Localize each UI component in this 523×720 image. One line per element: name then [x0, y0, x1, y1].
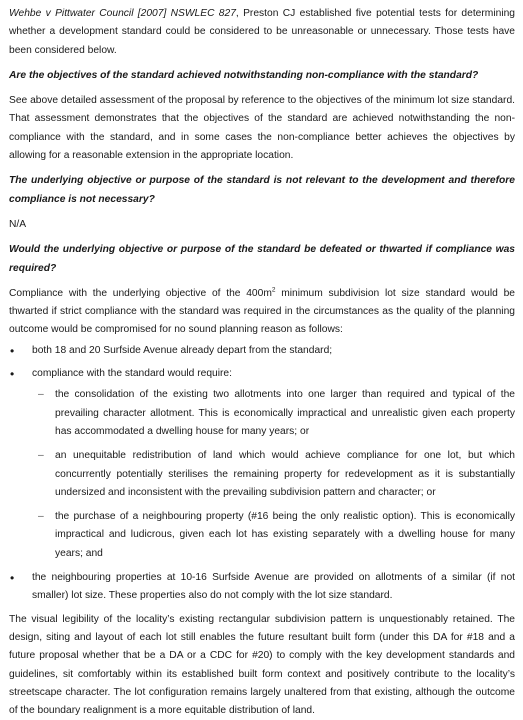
answer-3-paragraph: Compliance with the underlying objective of the $400m^2$ minimum subdivision lot size standard would be thwarted if strict compliance with the standard was required in the circumstances as the quality of the planning outcome would be compromised for no sound planning reason as follows: — [9, 286, 515, 336]
list-item: • both 18 and 20 Surfside Avenue already depart from the standard; — [9, 342, 515, 360]
answer-2-paragraph: N/A — [9, 218, 27, 230]
intro-text: , Preston CJ established five potential tests for determining whether a development standard could be considered to be unreasonable or unnecessary. Those tests have been considered below. — [9, 8, 515, 56]
intro-paragraph — [9, 5, 515, 60]
question-1-heading: Are the objectives of the standard achieved notwithstanding non-compliance with the standard? — [9, 69, 479, 81]
question-2-heading: The underlying objective or purpose of the standard is not relevant to the development and therefore compliance is not necessary? — [9, 175, 515, 205]
sub-list-item: – the consolidation of the existing two allotments into one larger than required and typical of the prevailing character allotment. This is economically impractical and unrealistic given each property has accommodated a dwelling house for many years; or — [32, 386, 515, 441]
sub-list-item: – an unequitable redistribution of land which would achieve compliance for one lot, but which concurrently potentially sterilises the remaining property for redevelopment as it is substantially undersized and inconsistent with the prevailing subdivision pattern and character; or — [32, 447, 515, 502]
closing-paragraph: The visual legibility of the locality’s existing rectangular subdivision pattern is unquestionably retained. The design, siting and layout of each lot still enables the future resultant built form (under this DA for #18 and a future proposal whether that be a DA or a CDC for #20) to comply with the key development standards and guidelines, sit comfortably within its established built form context and positively contribute to the locality’s streetscape character. The lot configuration remains largely unaltered from that existing, although the outcome of the boundary realignment is a more equitable distribution of land. — [9, 613, 515, 717]
sub-list-item: – the purchase of a neighbouring property (#16 being the only realistic option). This is economically impractical and ludicrous, given each lot has existing separately with a dwelling house for many years; and — [32, 508, 515, 563]
question-3-heading: Would the underlying objective or purpose of the standard be defeated or thwarted if compliance was required? — [9, 244, 515, 274]
sub-list — [32, 386, 515, 563]
answer-1-paragraph: See above detailed assessment of the proposal by reference to the objectives of the minimum lot size standard. That assessment demonstrates that the objectives of the standard are achieved notwithstanding the non-compliance with the standard, and in some cases the non-compliance better achieves the objectives by allowing for a reasonable extension in the appropriate location. — [9, 95, 515, 162]
superscript-2: 2 — [271, 286, 276, 294]
list-item: • the neighbouring properties at 10-16 Surfside Avenue are provided on allotments of a similar (if not smaller) lot size. These properties also do not comply with the lot size standard. — [9, 569, 515, 606]
case-citation: Wehbe v Pittwater Council [2007] NSWLEC 827 — [9, 8, 236, 19]
list-item: • compliance with the standard would require: – the consolidation of the existing two allotments into one larger than required and typical of the prevailing character allotment. This is economically impractical and unrealistic given each property has accommodated a dwelling house for many years; or – an unequitable redistribution of land which would achieve compliance for one lot, but which concurrently potentially sterilises the remaining property for redevelopment as it is substantially undersized and inconsistent with the prevailing subdivision pattern and character; or – the purchase of a neighbouring property (#16 being the only realistic option). This is economically impractical and ludicrous, given each lot has existing separately with a dwelling house for many years; and — [9, 365, 515, 563]
reasons-list — [9, 342, 515, 606]
